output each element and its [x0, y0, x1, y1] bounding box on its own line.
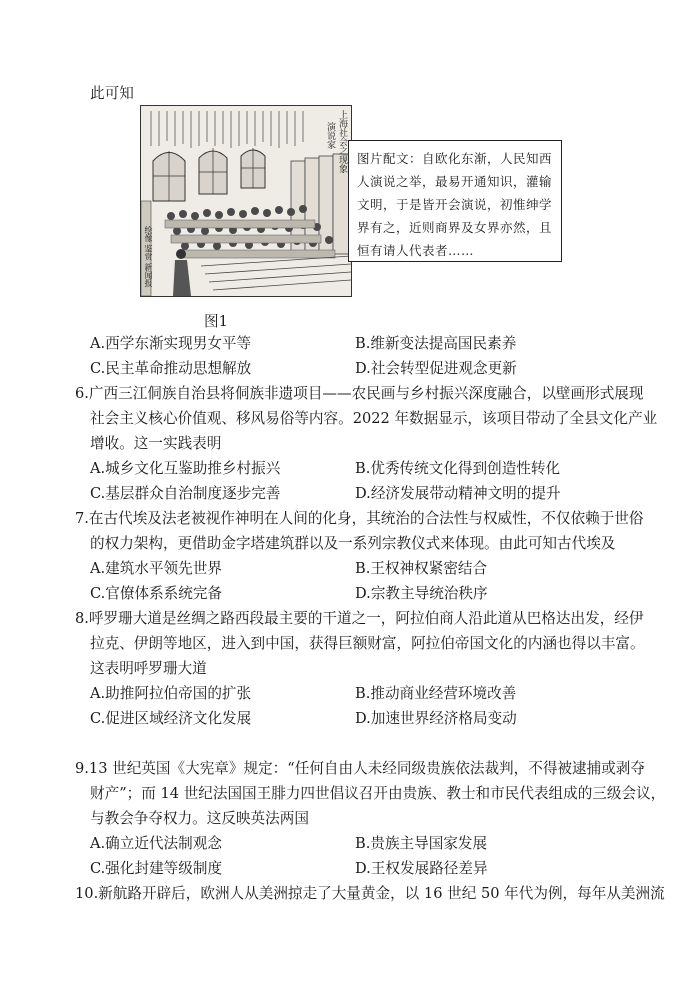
q8-option-d: D.加速世界经济格局变动	[355, 710, 517, 727]
q8-stem-line: 8.呼罗珊大道是丝绸之路西段最主要的干道之一，阿拉伯商人沿此道从巴格达出发，经伊	[75, 610, 644, 627]
figure-label: 图1	[204, 313, 228, 330]
q7-stem-line: 的权力架构，更借助金字塔建筑群以及一系列宗教仪式来体现。由此可知古代埃及	[90, 535, 616, 552]
q7-option-a: A.建筑水平领先世界	[90, 560, 222, 577]
q6-option-b: B.优秀传统文化得到创造性转化	[355, 460, 561, 477]
q9-stem-line: 财产”；而 14 世纪法国国王腓力四世倡议召开由贵族、教士和市民代表组成的三级会议，	[90, 785, 666, 802]
illustration-side-note: 绘像 鉴赏 新闻报	[144, 226, 153, 288]
figure-caption-text: 图片配文：自欧化东渐，人民知西人演说之举，最易开通知识，灌输文明，于是皆开会演说，初惟绅学界有之，近则商界及女界亦然，且恒有请人代表者……	[357, 151, 553, 258]
q6-option-a: A.城乡文化互鉴助推乡村振兴	[90, 460, 281, 477]
q8-option-a: A.助推阿拉伯帝国的扩张	[90, 685, 252, 702]
q7-option-c: C.官僚体系系统完备	[90, 585, 223, 602]
q6-option-c: C.基层群众自治制度逐步完善	[90, 485, 281, 502]
q9-option-c: C.强化封建等级制度	[90, 860, 223, 877]
q8-stem-line: 这表明呼罗珊大道	[90, 660, 207, 677]
figure-caption-box	[348, 140, 562, 262]
q5-option-b: B.维新变法提高国民素养	[355, 335, 517, 352]
q9-option-b: B.贵族主导国家发展	[355, 835, 488, 852]
q8-stem-line: 拉克、伊朗等地区，进入到中国，获得巨额财富，阿拉伯帝国文化的内涵也得以丰富。	[90, 635, 645, 652]
q8-option-b: B.推动商业经营环境改善	[355, 685, 517, 702]
q9-option-a: A.确立近代法制观念	[90, 835, 222, 852]
intro-text: 此可知	[90, 85, 134, 102]
lecture-engraving-icon	[141, 106, 351, 296]
q10-stem-line: 10.新航路开辟后，欧洲人从美洲掠走了大量黄金，以 16 世纪 50 年代为例，每年从美洲流	[75, 885, 665, 902]
q7-option-b: B.王权神权紧密结合	[355, 560, 488, 577]
q9-stem-line: 9.13 世纪英国《大宪章》规定：“任何自由人未经同级贵族依法裁判，不得被逮捕或剥夺	[75, 760, 645, 777]
q6-stem-line: 6.广西三江侗族自治县将侗族非遗项目——农民画与乡村振兴深度融合，以壁画形式展现	[75, 385, 644, 402]
q5-option-a: A.西学东渐实现男女平等	[90, 335, 252, 352]
q6-stem-line: 社会主义核心价值观、移风易俗等内容。2022 年数据显示，该项目带动了全县文化产业	[90, 410, 658, 427]
q5-option-c: C.民主革命推动思想解放	[90, 360, 252, 377]
q6-stem-line: 增收。这一实践表明	[90, 435, 222, 452]
q6-option-d: D.经济发展带动精神文明的提升	[355, 485, 561, 502]
illustration-subtitle: 演说家	[325, 122, 335, 149]
q9-option-d: D.王权发展路径差异	[355, 860, 488, 877]
q8-option-c: C.促进区域经济文化发展	[90, 710, 252, 727]
q7-option-d: D.宗教主导统治秩序	[355, 585, 488, 602]
q7-stem-line: 7.在古代埃及法老被视作神明在人间的化身，其统治的合法性与权威性，不仅依赖于世俗	[75, 510, 644, 527]
q5-option-d: D.社会转型促进观念更新	[355, 360, 517, 377]
illustration-title: 上海社会之现象	[337, 110, 347, 173]
lecture-hall-illustration	[140, 105, 352, 297]
q9-stem-line: 与教会争夺权力。这反映英法两国	[90, 810, 309, 827]
